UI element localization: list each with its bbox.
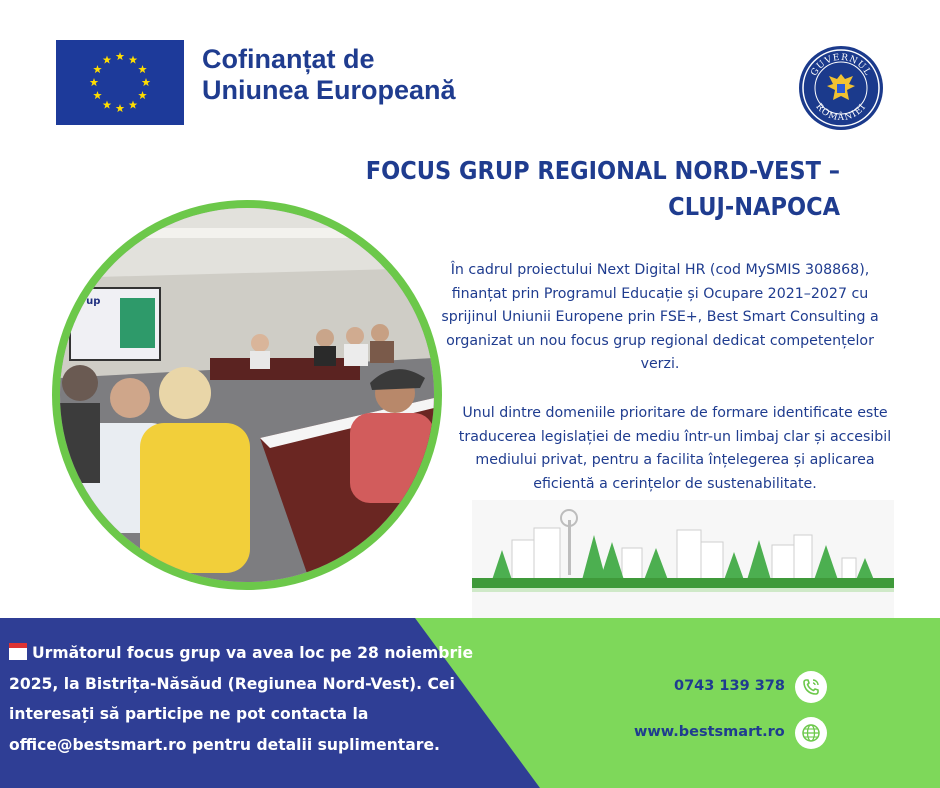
seal-text-bottom: ROMÂNIEI (813, 101, 869, 124)
eu-star (90, 78, 99, 86)
phone-icon-graphic (795, 671, 827, 703)
next-event-announcement (9, 638, 479, 760)
seal-text-top: GUVERNUL (809, 52, 873, 78)
eu-star (116, 52, 125, 60)
eu-star (129, 101, 138, 109)
eu-star (129, 55, 138, 63)
priority-paragraph: Unul dintre domeniile prioritare de formare identificate este traducerea legislației de mediu într-un limbaj clar și accesibil mediului privat, pentru a facilita înțelegerea și aplicarea eficientă a cerințelor de sustenabilitate. (458, 405, 892, 492)
phone-icon[interactable] (795, 671, 827, 703)
green-city-illustration (472, 500, 894, 620)
title-line1: FOCUS GRUP REGIONAL NORD-VEST – (365, 156, 840, 185)
page-title (336, 153, 840, 225)
eu-star (103, 101, 112, 109)
meeting-scene (60, 208, 434, 582)
eu-title-line2: Uniunea Europeană (202, 75, 456, 105)
screen-text: grup (74, 296, 101, 307)
title-line2: CLUJ-NAPOCA (668, 192, 840, 221)
contact-website[interactable]: www.bestsmart.ro (634, 724, 785, 740)
eu-star (103, 55, 112, 63)
eu-star (138, 65, 147, 73)
eu-star (116, 104, 125, 112)
eu-stars (56, 40, 184, 125)
eu-star (142, 78, 151, 86)
government-seal-graphic (799, 46, 883, 130)
intro-paragraph: În cadrul proiectului Next Digital HR (cod MySMIS 308868), finanțat prin Programul Educație și Ocupare 2021–2027 cu sprijinul Uniunii Europene prin FSE+, Best Smart Consulting a organizat un nou focus grup regional dedicat competențelor verzi. (441, 262, 879, 372)
announcement-text: Următorul focus grup va avea loc pe 28 noiembrie 2025, la Bistrița-Năsăud (Regiunea Nord-Vest). Cei interesați să participe ne pot contacta la office@bestsmart.ro pentru detalii suplimentare. (9, 644, 474, 754)
eu-flag-logo (56, 40, 184, 125)
eu-star (138, 91, 147, 99)
eu-star (93, 65, 102, 73)
eu-star (93, 91, 102, 99)
contact-phone[interactable]: 0743 139 378 (674, 678, 785, 694)
government-seal-logo (799, 46, 883, 130)
green-city-graphic (472, 500, 894, 620)
calendar-icon (9, 643, 27, 660)
eu-title-line1: Cofinanțat de (202, 44, 375, 74)
meeting-photo (60, 208, 434, 582)
eu-cofinancing-title (202, 44, 456, 106)
globe-icon[interactable] (795, 717, 827, 749)
globe-icon-graphic (795, 717, 827, 749)
